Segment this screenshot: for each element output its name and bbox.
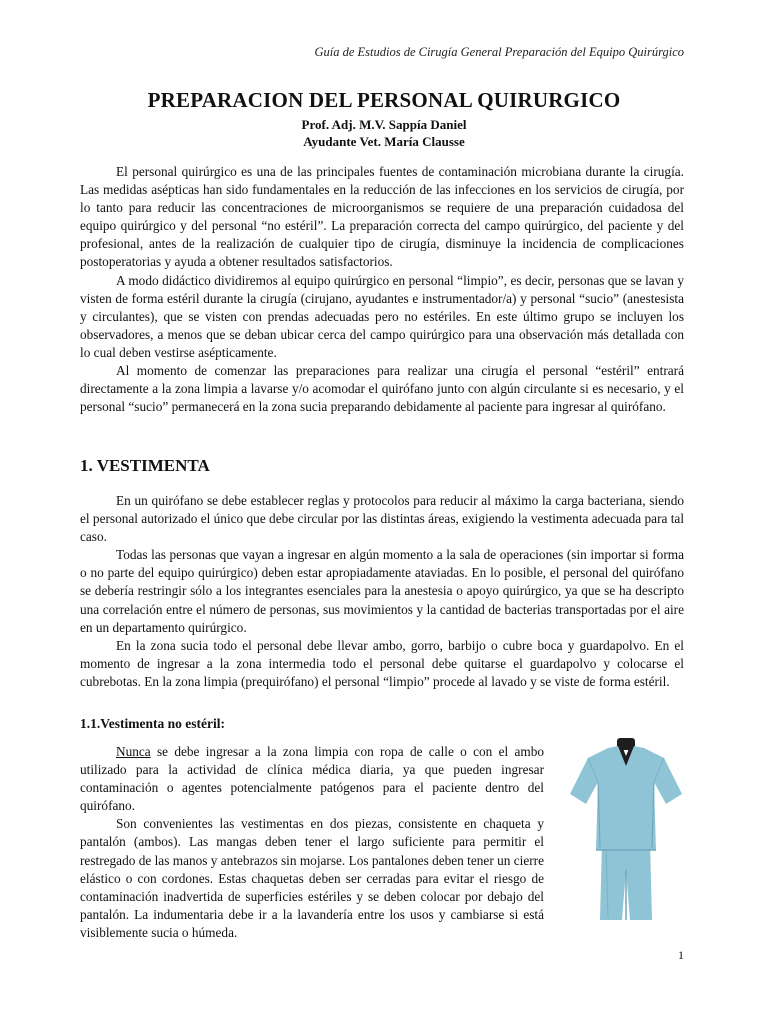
intro-paragraph: El personal quirúrgico es una de las principales fuentes de contaminación microbiana durante la cirugía. Las medidas asépticas han sido fundamentales en la reducción de las infecciones en los servicios de cirugía, por lo tanto para reducir las concentraciones de microorganismos se requiere de una preparación cuidadosa del equipo quirúrgico y del personal “no estéril”. La preparación correcta del campo quirúrgico, del paciente y del profesional, antes de la realización de cualquier tipo de cirugía, disminuye la incidencia de complicaciones postoperatorias y ayuda a obtener resultados satisfactorios. xyxy=(80,164,684,270)
running-header: Guía de Estudios de Cirugía General Preparación del Equipo Quirúrgico xyxy=(314,45,684,59)
subsection-body xyxy=(80,743,544,942)
emphasis-never: Nunca xyxy=(116,744,151,759)
page-number: 1 xyxy=(678,948,684,962)
subsection-paragraph-rest: se debe ingresar a la zona limpia con ropa de calle o con el ambo utilizado para la actividad de clínica médica diaria, ya que pueden ingresar contaminación o agentes potencialmente patógenos para el paciente dentro del quirófano. xyxy=(80,744,544,814)
intro-section xyxy=(80,163,684,416)
section-paragraph: En la zona sucia todo el personal debe llevar ambo, gorro, barbijo o cubre boca y guardapolvo. En el momento de ingresar a la zona intermedia todo el personal debe quitarse el guardapolvo y colocarse el cubrebotas. En la zona limpia (prequirófano) el personal “limpio” procede al lavado y se viste de forma estéril. xyxy=(80,637,684,689)
intro-paragraph: Al momento de comenzar las preparaciones para realizar una cirugía el personal “estéril” entrará directamente a la zona limpia a lavarse y/o acomodar el quirófano junto con algún circulante si es necesario, y el personal “sucio” permanecerá en la zona sucia preparando debidamente al paciente para ingresar al quirófano. xyxy=(80,363,684,415)
subsection-heading: 1.1.Vestimenta no estéril: xyxy=(80,716,225,731)
section-paragraph: En un quirófano se debe establecer reglas y protocolos para reducir al máximo la carga bacteriana, siendo el personal autorizado el único que debe circular por las distintas áreas, exigiendo la vestimenta adecuada para tal caso. xyxy=(80,493,685,545)
document-title: PREPARACION DEL PERSONAL QUIRURGICO xyxy=(147,88,621,112)
intro-paragraph: A modo didáctico dividiremos al equipo quirúrgico en personal “limpio”, es decir, personas que se lavan y visten de forma estéril durante la cirugía (cirujano, ayudantes e instrumentador/a) y personal “sucio” (anestesista y circulantes), que se visten con prendas adecuadas pero no estériles. En este último grupo se incluyen los observadores, a menos que se deban ubicar cerca del campo quirúrgico para una observación más detallada con lo cual deben vestirse asépticamente. xyxy=(80,272,684,360)
subsection-paragraph xyxy=(80,743,544,815)
vestimenta-section xyxy=(80,492,684,691)
author-primary: Prof. Adj. M.V. Sappía Daniel xyxy=(301,117,467,132)
author-secondary: Ayudante Vet. María Clausse xyxy=(303,134,465,149)
section-heading-vestimenta: 1. VESTIMENTA xyxy=(80,456,210,475)
surgical-scrubs-icon xyxy=(566,738,686,924)
subsection-paragraph: Son convenientes las vestimentas en dos piezas, consistente en chaqueta y pantalón (ambos). Las mangas deben tener el largo suficiente para permitir el restregado de las manos y antebrazos sin mojarse. Los pantalones deben tener un cierre elástico o con cordones. Estas chaquetas deben ser cerradas para evitar el riesgo de contaminación inadvertida de superficies estériles y se deben colocar por debajo del pantalón. La indumentaria debe ir a la lavandería entre los usos y cambiarse si está visiblemente sucia o húmeda. xyxy=(80,816,544,940)
section-paragraph: Todas las personas que vayan a ingresar en algún momento a la sala de operaciones (sin importar si forma o no parte del equipo quirúrgico) deben estar apropiadamente ataviadas. En lo posible, el personal del quirófano se debería restringir sólo a los integrantes esenciales para la anestesia o apoyo quirúrgico, ya que se ha descripto una correlación entre el número de personas, sus movimientos y la cantidad de bacterias transportadas por el aire en un departamento quirúrgico. xyxy=(80,547,684,635)
